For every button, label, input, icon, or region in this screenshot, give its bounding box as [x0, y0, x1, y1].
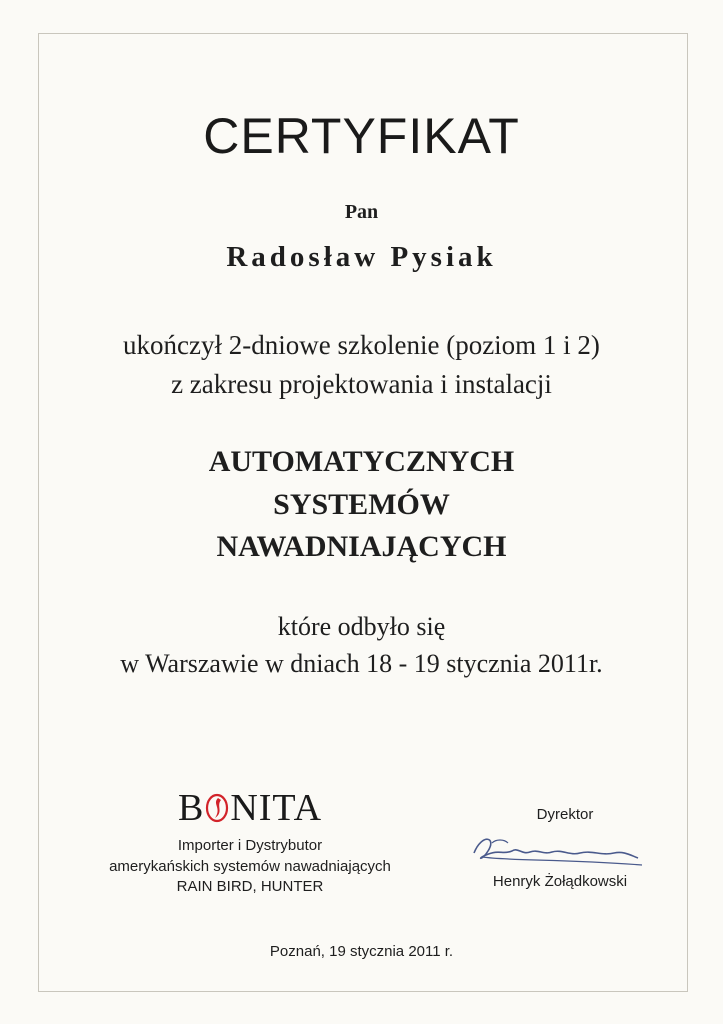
completion-text: ukończył 2-dniowe szkolenie (poziom 1 i 2) — [123, 330, 600, 360]
recipient-name: Radosław Pysiak — [226, 241, 497, 273]
salutation: Pan — [344, 201, 379, 223]
subject-line-3: NAWADNIAJĄCYCH — [216, 530, 507, 563]
logo-letters-rest: NITA — [230, 787, 323, 829]
event-text: które odbyło się — [277, 612, 446, 641]
scope-text: z zakresu projektowania i instalacji — [171, 369, 552, 399]
director-name: Henryk Żołądkowski — [492, 873, 628, 890]
flame-icon — [204, 789, 230, 819]
bonita-logo — [60, 786, 440, 830]
place-date: Poznań, 19 stycznia 2011 r. — [269, 943, 454, 960]
event-date-location: w Warszawie w dniach 18 - 19 stycznia 2011r. — [120, 649, 603, 678]
subject-line-1: AUTOMATYCZNYCH — [208, 445, 515, 478]
company-role: Importer i Dystrybutor — [177, 837, 323, 854]
logo-letter-b: B — [177, 787, 205, 829]
company-brands: RAIN BIRD, HUNTER — [176, 878, 324, 895]
certificate-title: CERTYFIKAT — [203, 108, 520, 164]
director-signature — [452, 825, 652, 875]
company-description: amerykańskich systemów nawadniających — [109, 858, 391, 875]
director-role: Dyrektor — [536, 806, 594, 823]
subject-line-2: SYSTEMÓW — [273, 488, 450, 521]
